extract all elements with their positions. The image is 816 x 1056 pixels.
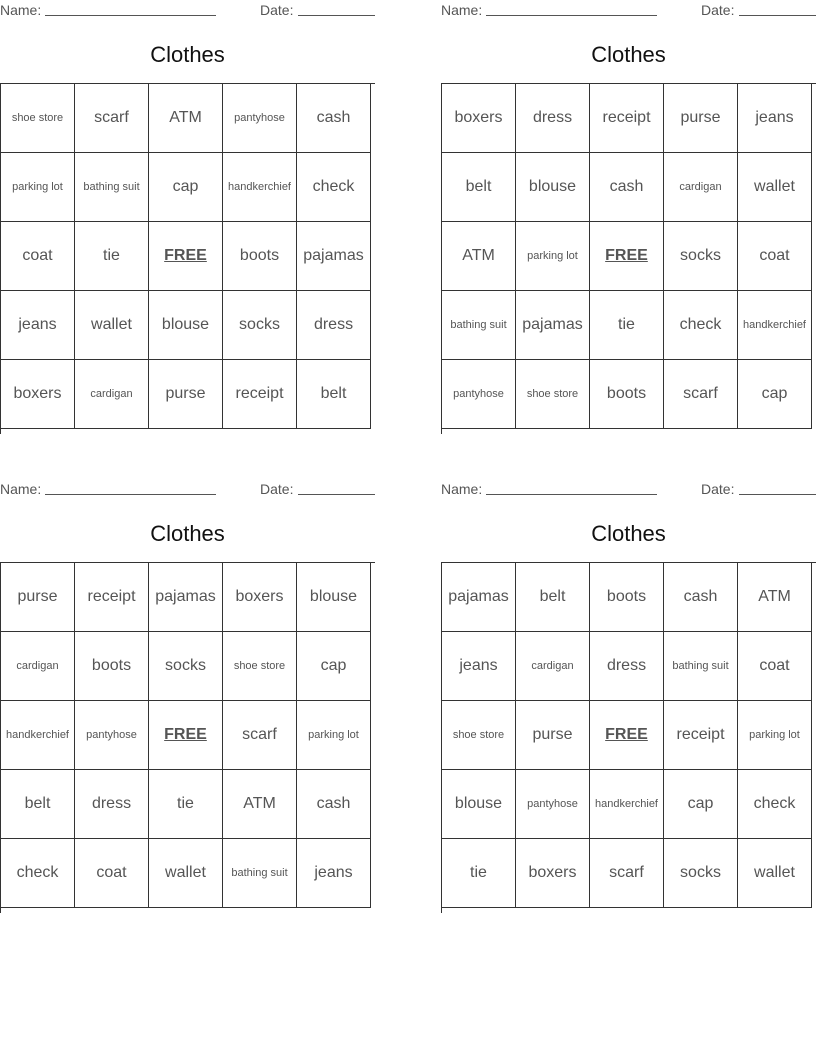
date-label: Date: (701, 481, 735, 497)
bingo-cell[interactable]: tie (442, 839, 516, 908)
card-title: Clothes (591, 42, 666, 67)
bingo-cell[interactable]: check (297, 153, 371, 222)
bingo-cell[interactable]: boots (590, 563, 664, 632)
bingo-cell[interactable]: bathing suit (664, 632, 738, 701)
bingo-cell[interactable]: shoe store (1, 84, 75, 153)
bingo-cell[interactable]: shoe store (516, 360, 590, 429)
bingo-cell[interactable]: handkerchief (223, 153, 297, 222)
free-space-cell[interactable]: FREE (590, 701, 664, 770)
card-header (441, 481, 816, 499)
bingo-cell[interactable]: blouse (516, 153, 590, 222)
bingo-cell[interactable]: socks (223, 291, 297, 360)
bingo-cell[interactable]: receipt (223, 360, 297, 429)
bingo-cell[interactable]: scarf (75, 84, 149, 153)
bingo-grid (0, 562, 375, 913)
bingo-card (441, 479, 816, 919)
bingo-cell[interactable]: boxers (516, 839, 590, 908)
bingo-cell[interactable]: cap (664, 770, 738, 839)
bingo-cell[interactable]: check (738, 770, 812, 839)
bingo-cell[interactable]: pantyhose (442, 360, 516, 429)
name-blank[interactable] (45, 15, 216, 16)
bingo-cell[interactable]: boots (223, 222, 297, 291)
name-blank[interactable] (486, 494, 657, 495)
bingo-cell[interactable]: purse (149, 360, 223, 429)
name-label: Name: (441, 481, 483, 497)
bingo-cell[interactable]: cash (297, 770, 371, 839)
bingo-cell[interactable]: boots (590, 360, 664, 429)
bingo-cell[interactable]: ATM (223, 770, 297, 839)
bingo-cell[interactable]: handkerchief (590, 770, 664, 839)
bingo-cell[interactable]: check (1, 839, 75, 908)
bingo-cell[interactable]: bathing suit (442, 291, 516, 360)
name-blank[interactable] (486, 15, 657, 16)
bingo-cell[interactable]: coat (738, 632, 812, 701)
bingo-card (0, 0, 375, 440)
bingo-cell[interactable]: ATM (149, 84, 223, 153)
card-header (0, 481, 375, 499)
bingo-cell[interactable]: socks (664, 222, 738, 291)
bingo-card (0, 479, 375, 919)
bingo-cell[interactable]: pajamas (442, 563, 516, 632)
card-title: Clothes (150, 42, 225, 67)
bingo-cell[interactable]: cash (297, 84, 371, 153)
free-space-cell[interactable]: FREE (590, 222, 664, 291)
bingo-cell[interactable]: cardigan (75, 360, 149, 429)
bingo-cell[interactable]: blouse (297, 563, 371, 632)
date-blank[interactable] (298, 494, 375, 495)
card-header (441, 2, 816, 20)
name-label: Name: (0, 481, 42, 497)
bingo-cell[interactable]: dress (75, 770, 149, 839)
bingo-cell[interactable]: boxers (223, 563, 297, 632)
bingo-cell[interactable]: bathing suit (223, 839, 297, 908)
bingo-grid (0, 83, 375, 434)
bingo-cell[interactable]: jeans (738, 84, 812, 153)
bingo-cell[interactable]: cash (664, 563, 738, 632)
bingo-cell[interactable]: dress (297, 291, 371, 360)
bingo-cell[interactable]: wallet (149, 839, 223, 908)
bingo-cell[interactable]: cash (590, 153, 664, 222)
bingo-cell[interactable]: dress (516, 84, 590, 153)
bingo-cell[interactable]: coat (75, 839, 149, 908)
bingo-cell[interactable]: scarf (664, 360, 738, 429)
bingo-cell[interactable]: receipt (75, 563, 149, 632)
bingo-cell[interactable]: parking lot (297, 701, 371, 770)
bingo-cell[interactable]: handkerchief (1, 701, 75, 770)
bingo-cell[interactable]: purse (1, 563, 75, 632)
bingo-cell[interactable]: pajamas (149, 563, 223, 632)
date-blank[interactable] (298, 15, 375, 16)
free-space-cell[interactable]: FREE (149, 222, 223, 291)
name-label: Name: (0, 2, 42, 18)
bingo-cell[interactable]: belt (516, 563, 590, 632)
bingo-cell[interactable]: tie (590, 291, 664, 360)
bingo-cell[interactable]: belt (1, 770, 75, 839)
bingo-cell[interactable]: cardigan (516, 632, 590, 701)
bingo-cell[interactable]: belt (442, 153, 516, 222)
free-space-cell[interactable]: FREE (149, 701, 223, 770)
bingo-cell[interactable]: shoe store (223, 632, 297, 701)
bingo-cell[interactable]: boxers (1, 360, 75, 429)
bingo-card (441, 0, 816, 440)
bingo-cell[interactable]: cardigan (664, 153, 738, 222)
name-blank[interactable] (45, 494, 216, 495)
bingo-cell[interactable]: purse (664, 84, 738, 153)
bingo-cell[interactable]: pantyhose (516, 770, 590, 839)
bingo-cell[interactable]: receipt (590, 84, 664, 153)
bingo-cell[interactable]: cap (738, 360, 812, 429)
bingo-cell[interactable]: socks (664, 839, 738, 908)
bingo-cell[interactable]: pajamas (297, 222, 371, 291)
bingo-cell[interactable]: parking lot (516, 222, 590, 291)
bingo-cell[interactable]: bathing suit (75, 153, 149, 222)
bingo-cell[interactable]: pajamas (516, 291, 590, 360)
bingo-grid (441, 562, 816, 913)
date-blank[interactable] (739, 15, 816, 16)
bingo-cell[interactable]: receipt (664, 701, 738, 770)
card-title: Clothes (150, 521, 225, 546)
bingo-cell[interactable]: scarf (590, 839, 664, 908)
bingo-cell[interactable]: shoe store (442, 701, 516, 770)
bingo-cell[interactable]: wallet (75, 291, 149, 360)
bingo-cell[interactable]: dress (590, 632, 664, 701)
bingo-cell[interactable]: wallet (738, 153, 812, 222)
bingo-cell[interactable]: blouse (149, 291, 223, 360)
bingo-cell[interactable]: wallet (738, 839, 812, 908)
bingo-cell[interactable]: ATM (738, 563, 812, 632)
bingo-cell[interactable]: boots (75, 632, 149, 701)
bingo-cell[interactable]: pantyhose (223, 84, 297, 153)
bingo-cell[interactable]: check (664, 291, 738, 360)
name-label: Name: (441, 2, 483, 18)
bingo-cell[interactable]: tie (149, 770, 223, 839)
bingo-cell[interactable]: parking lot (738, 701, 812, 770)
bingo-cell[interactable]: ATM (442, 222, 516, 291)
bingo-cell[interactable]: tie (75, 222, 149, 291)
bingo-cell[interactable]: jeans (442, 632, 516, 701)
bingo-cell[interactable]: purse (516, 701, 590, 770)
bingo-cell[interactable]: boxers (442, 84, 516, 153)
bingo-grid (441, 83, 816, 434)
date-blank[interactable] (739, 494, 816, 495)
bingo-cell[interactable]: coat (1, 222, 75, 291)
bingo-cell[interactable]: cap (149, 153, 223, 222)
card-title: Clothes (591, 521, 666, 546)
bingo-cell[interactable]: parking lot (1, 153, 75, 222)
bingo-cell[interactable]: jeans (297, 839, 371, 908)
card-header (0, 2, 375, 20)
bingo-cell[interactable]: belt (297, 360, 371, 429)
bingo-cell[interactable]: scarf (223, 701, 297, 770)
bingo-cell[interactable]: blouse (442, 770, 516, 839)
bingo-cell[interactable]: coat (738, 222, 812, 291)
date-label: Date: (260, 481, 294, 497)
date-label: Date: (701, 2, 735, 18)
bingo-cell[interactable]: handkerchief (738, 291, 812, 360)
bingo-cell[interactable]: pantyhose (75, 701, 149, 770)
bingo-cell[interactable]: socks (149, 632, 223, 701)
bingo-cell[interactable]: cardigan (1, 632, 75, 701)
bingo-cell[interactable]: jeans (1, 291, 75, 360)
bingo-cell[interactable]: cap (297, 632, 371, 701)
date-label: Date: (260, 2, 294, 18)
